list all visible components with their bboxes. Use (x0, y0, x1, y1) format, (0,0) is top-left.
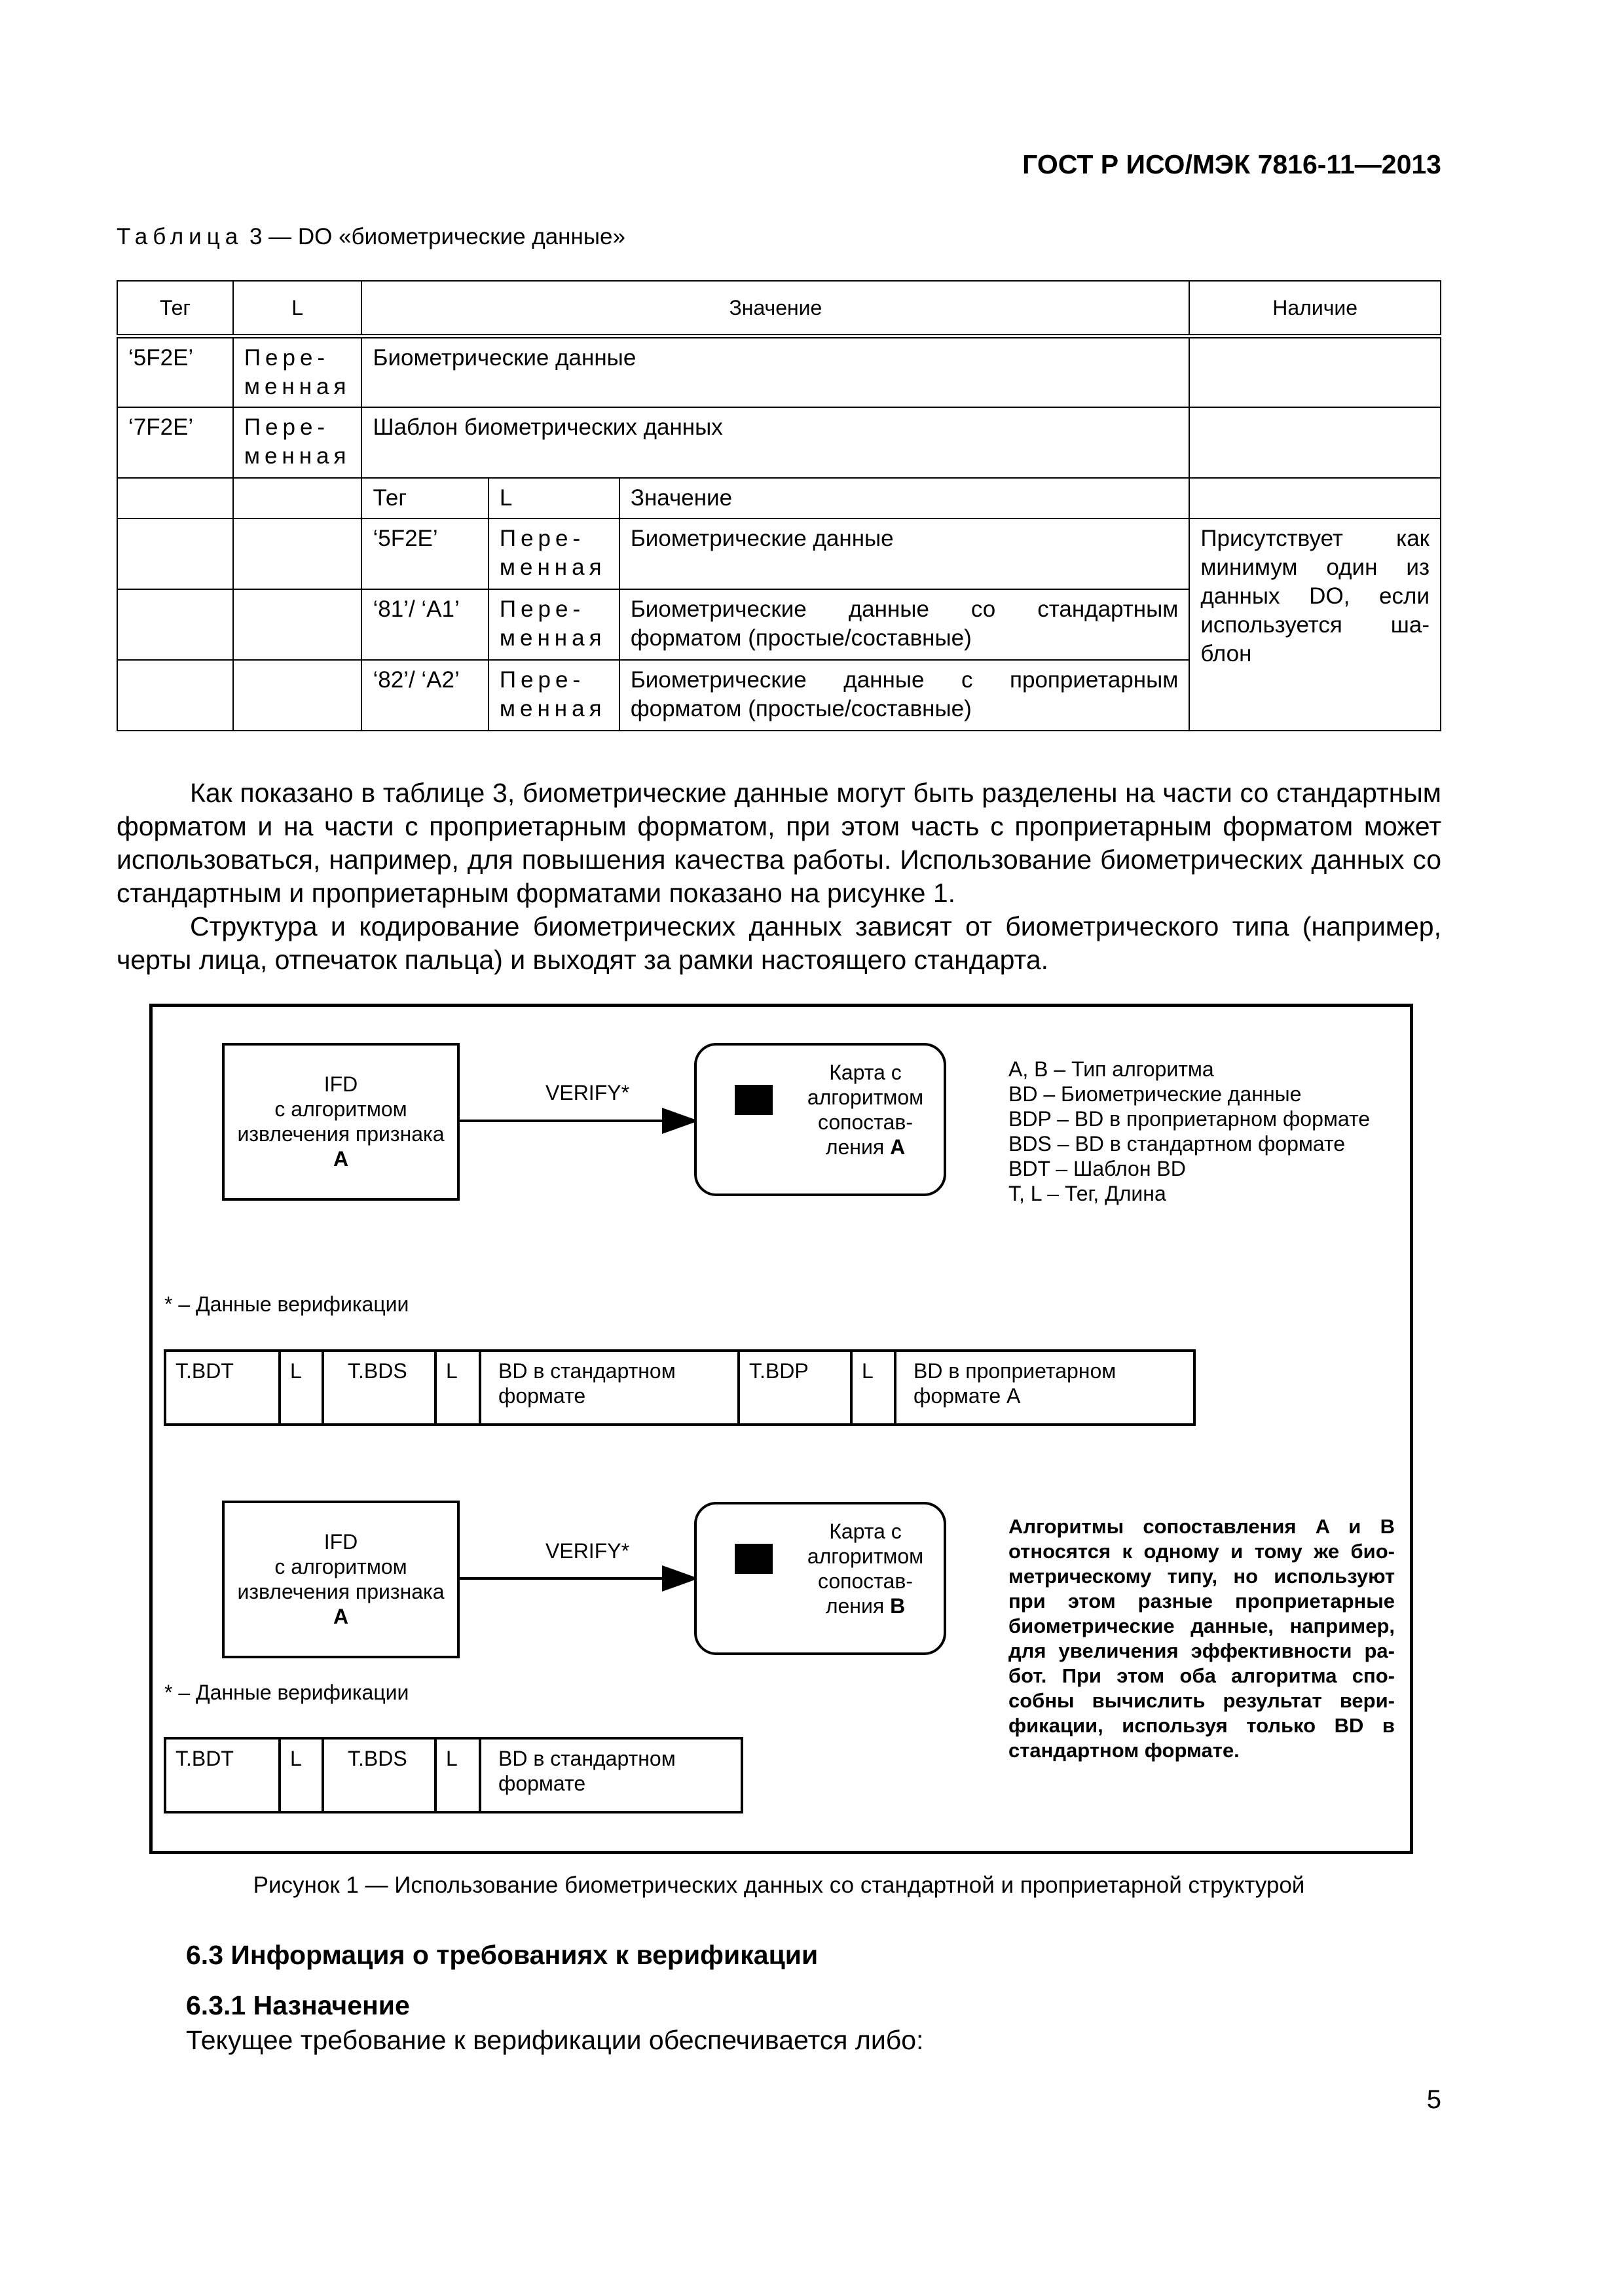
legend-item: T, L – Тег, Длина (1008, 1182, 1166, 1205)
inner-cell-l: Пере-менная (489, 519, 619, 589)
card-line: сопостав- (817, 1110, 913, 1134)
verification-footnote: * – Данные верификации (164, 1292, 409, 1316)
cell-value: Биометрические данные (361, 337, 1189, 407)
cell-empty (233, 478, 362, 519)
ifd-box-top (222, 1043, 460, 1201)
segment: T.BDT (166, 1352, 281, 1423)
legend-item: A, B – Тип алгоритма (1008, 1057, 1214, 1081)
inner-cell-value (619, 660, 1190, 731)
inner-cell-l: Пере-менная (489, 589, 619, 660)
card-box-top (694, 1043, 946, 1196)
biometric-data-table (117, 280, 1441, 731)
card-line: ления A (825, 1135, 906, 1159)
segment: T.BDT (166, 1740, 281, 1811)
verification-footnote: * – Данные верификации (164, 1681, 409, 1704)
inner-header-tag: Тег (361, 478, 488, 519)
card-line: ления B (825, 1594, 906, 1618)
ifd-box-bottom (222, 1501, 460, 1658)
body-text: Текущее требование к верификации обеспечивается либо: (186, 2025, 924, 2055)
table-row (117, 407, 1441, 478)
algorithm-note: Алгоритмы сопоставления A и B относятся к одному и тому же био-метрическому типу, но используют при этом разные проприетарные биометрические данные, например, для увеличения эффективности ра-бот. При этом оба алгоритма спо-собны вычислить результат вери-фикации, используя только BD в стандартном формате. (1008, 1515, 1395, 1762)
paragraph: Структура и кодирование биометрических данных зависят от биометрического типа (например, черты лица, отпечаток пальца) и выходят за рамки настоящего стандарта. (117, 911, 1441, 975)
cell-empty (117, 519, 233, 589)
legend-item: BD – Биометрические данные (1008, 1082, 1302, 1106)
ifd-line: IFD (323, 1072, 358, 1096)
data-structure-top (164, 1349, 1196, 1426)
inner-cell-tag: ‘5F2E’ (361, 519, 488, 589)
segment: T.BDS (324, 1352, 437, 1423)
segment: T.BDP (740, 1352, 853, 1423)
legend-item: BDP – BD в проприетарном формате (1008, 1107, 1371, 1131)
segment: BD в стандартном формате (498, 1747, 676, 1795)
cell-presence (1189, 407, 1441, 478)
cell-empty (233, 519, 362, 589)
ifd-line: с алгоритмом (274, 1097, 407, 1121)
segment: L (853, 1352, 896, 1423)
table-row (117, 337, 1441, 407)
col-header-value: Значение (361, 281, 1189, 337)
legend-item: BDT – Шаблон BD (1008, 1157, 1186, 1180)
data-structure-bottom (164, 1737, 743, 1813)
page-number: 5 (1426, 2085, 1441, 2114)
paragraph: Как показано в таблице 3, биометрические данные могут быть разделены на части со стандартным форматом и на части с проприетарным форматом, при этом часть с проприетарным форматом может использоваться, например, для повышения качества работы. Использование биометрических данных со стандартным и проприетарным форматами показано на рисунке 1. (117, 778, 1441, 908)
cell-empty (233, 660, 362, 731)
inner-value-line: форматом (простые/составные) (630, 695, 972, 721)
figure-legend (1008, 1057, 1370, 1206)
ifd-line: IFD (323, 1530, 358, 1554)
inner-cell-value: Биометрические данные (619, 519, 1190, 589)
section-heading-6-3-1: 6.3.1 Назначение (186, 1990, 410, 2020)
ifd-letter: A (333, 1147, 349, 1171)
table-caption-prefix: Таблица (117, 224, 244, 249)
table-row (117, 519, 1441, 589)
segment: L (281, 1352, 324, 1423)
cell-empty (117, 589, 233, 660)
card-line: алгоритмом (807, 1085, 924, 1109)
inner-value-line: Биометрические данные с проприетарным (630, 666, 1179, 693)
card-line: Карта с (829, 1520, 902, 1543)
segment: L (437, 1740, 481, 1811)
segment: BD в стандартном формате (481, 1352, 740, 1423)
cell-presence (1189, 478, 1441, 519)
ifd-line: с алгоритмом (274, 1555, 407, 1578)
segment: BD в проприетарном формате A (913, 1359, 1116, 1408)
ifd-line: извлечения признака (237, 1122, 445, 1146)
segment: L (437, 1352, 481, 1423)
table-caption-rest: 3 — DO «биометрические данные» (243, 224, 625, 249)
table-row (117, 478, 1441, 519)
cell-empty (117, 660, 233, 731)
card-line: алгоритмом (807, 1544, 924, 1568)
col-header-presence: Наличие (1189, 281, 1441, 337)
cell-presence-note: Присутствует как минимум один из данных DO, если используется ша-блон (1189, 519, 1441, 731)
inner-cell-tag: ‘81’/ ‘A1’ (361, 589, 488, 660)
section-heading-6-3: 6.3 Информация о требованиях к верификации (186, 1940, 819, 1970)
chip-icon (735, 1544, 773, 1574)
cell-tag: ‘5F2E’ (117, 337, 233, 407)
inner-cell-tag: ‘82’/ ‘A2’ (361, 660, 488, 731)
cell-l: Пере-менная (233, 337, 362, 407)
inner-value-line: форматом (простые/составные) (630, 625, 972, 651)
inner-header-value: Значение (619, 478, 1190, 519)
cell-empty (233, 589, 362, 660)
document-header: ГОСТ Р ИСО/МЭК 7816-11—2013 (1022, 149, 1441, 179)
ifd-line: извлечения признака (237, 1580, 445, 1603)
col-header-l: L (233, 281, 362, 337)
segment: L (281, 1740, 324, 1811)
cell-value: Шаблон биометрических данных (361, 407, 1189, 478)
verify-label: VERIFY* (545, 1539, 630, 1563)
inner-header-l: L (489, 478, 619, 519)
cell-tag: ‘7F2E’ (117, 407, 233, 478)
inner-value-line: Биометрические данные со стандартным (630, 596, 1179, 622)
figure-1 (149, 1004, 1413, 1854)
inner-cell-value (619, 589, 1190, 660)
card-line: сопостав- (817, 1569, 913, 1593)
cell-l: Пере-менная (233, 407, 362, 478)
col-header-tag: Тег (117, 281, 233, 337)
legend-item: BDS – BD в стандартном формате (1008, 1132, 1346, 1156)
cell-presence (1189, 337, 1441, 407)
card-box-bottom (694, 1502, 946, 1655)
figure-caption: Рисунок 1 — Использование биометрических данных со стандартной и проприетарной структурой (253, 1872, 1305, 1898)
inner-cell-l: Пере-менная (489, 660, 619, 731)
table-header-row (117, 281, 1441, 337)
verify-label: VERIFY* (545, 1081, 630, 1104)
segment: T.BDS (324, 1740, 437, 1811)
card-line: Карта с (829, 1061, 902, 1084)
chip-icon (735, 1085, 773, 1115)
cell-empty (117, 478, 233, 519)
table-caption (117, 224, 625, 250)
ifd-letter: A (333, 1605, 349, 1628)
